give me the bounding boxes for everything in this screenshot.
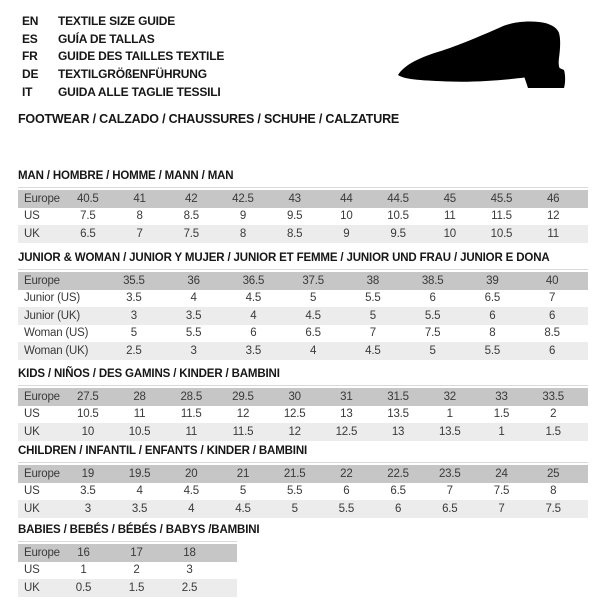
row-label: Europe [24,192,60,205]
lang-title: GUIDA ALLE TAGLIE TESSILI [58,85,221,100]
size-cell: 24 [495,467,508,480]
size-cell: 28 [133,390,146,403]
size-cell: 31.5 [387,390,409,403]
row-label: UK [24,227,40,240]
size-cell: 6.5 [484,292,501,305]
size-cell: 4 [190,292,197,305]
size-cell: 8 [489,327,496,340]
size-cell: 36.5 [242,274,265,287]
dress-shoe-icon [392,20,590,98]
size-row [18,579,237,597]
size-cell: 10 [81,425,95,438]
size-cell: 13 [391,425,405,438]
size-cell: 4.5 [245,292,262,305]
section-babies [18,524,260,597]
size-cell: 11 [133,408,146,421]
size-cell: 5 [291,502,298,515]
lang-title: GUÍA DE TALLAS [58,31,155,46]
size-cell: 6.5 [390,485,406,498]
size-cell: 42 [185,192,198,205]
table-title-children: CHILDREN / INFANTIL / ENFANTS / KINDER / BAMBINI [18,445,308,457]
size-cell: 3.5 [245,344,262,357]
lang-code: IT [22,85,33,100]
size-cell: 7.5 [80,210,96,223]
size-cell: 3.5 [185,309,202,322]
size-cell: 0.5 [75,581,92,594]
lang-code: EN [22,13,39,28]
size-cell: 9 [343,227,350,240]
size-cell: 33 [495,390,508,403]
row-label: UK [24,581,40,594]
size-cell: 12 [288,425,301,438]
size-table-junior-woman [18,269,588,360]
size-cell: 9.5 [390,227,406,240]
size-cell: 5.5 [484,344,501,357]
size-cell: 5 [310,292,317,305]
size-cell: 10.5 [387,210,409,223]
europe-header-row [18,465,588,483]
size-cell: 18 [183,546,196,559]
size-cell: 23.5 [438,467,461,480]
size-cell: 32 [443,390,456,403]
europe-header-row [18,388,588,406]
lang-code: DE [22,67,39,82]
size-cell: 42.5 [232,192,254,205]
size-cell: 3 [130,309,137,322]
size-cell: 5 [369,309,376,322]
size-cell: 35.5 [123,274,145,287]
size-cell: 4 [136,485,143,498]
size-cell: 22 [340,467,353,480]
size-cell: 10.5 [77,408,99,421]
row-label: UK [24,502,40,515]
size-cell: 5.5 [185,327,202,340]
table-title-babies: BABIES / BEBÉS / BÉBÉS / BABYS /BAMBINI [18,524,260,536]
size-cell: 3.5 [131,502,148,515]
size-cell: 7 [498,502,505,515]
size-cell: 11.5 [232,425,254,438]
row-label: Junior (US) [24,292,80,305]
lang-title: GUIDE DES TAILLES TEXTILE [58,49,225,64]
size-cell: 8 [136,210,143,223]
lang-code: ES [22,31,38,46]
size-cell: 17 [130,546,143,559]
size-cell: 37.5 [302,274,324,287]
lang-title: TEXTILGRÖßENFÜHRUNG [58,67,207,82]
size-cell: 3 [190,344,197,357]
size-cell: 11.5 [491,210,512,223]
size-cell: 7.5 [493,485,510,498]
size-cell: 5 [429,344,436,357]
size-row [18,423,588,441]
europe-header-row [18,544,237,562]
size-cell: 11.5 [180,408,202,421]
size-cell: 8 [550,485,557,498]
size-cell: 3.5 [126,292,142,305]
table-title-junior-woman: JUNIOR & WOMAN / JUNIOR Y MUJER / JUNIOR ET FEMME / JUNIOR UND FRAU / JUNIOR E DONA [18,252,550,264]
size-cell: 19.5 [128,467,151,480]
lang-row-fr [22,48,224,66]
size-cell: 8.5 [183,210,199,223]
europe-header-row [18,272,588,290]
row-label: Europe [24,467,60,480]
size-row [18,342,588,360]
size-cell: 40 [545,274,559,287]
size-cell: 4.5 [183,485,199,498]
size-cell: 6 [489,309,496,322]
size-cell: 2 [550,408,557,421]
size-cell: 13.5 [387,408,409,421]
size-cell: 7.5 [545,502,561,515]
section-junior-woman [18,252,588,360]
table-title-man: MAN / HOMBRE / HOMME / MANN / MAN [18,170,234,182]
size-cell: 11 [547,227,559,240]
size-cell: 3 [186,564,193,577]
section-children [18,445,588,518]
size-cell: 13.5 [438,425,461,438]
size-cell: 16 [77,546,90,559]
size-cell: 21.5 [283,467,306,480]
size-cell: 27.5 [77,390,99,403]
size-cell: 30 [288,390,301,403]
size-cell: 1 [498,425,505,438]
size-cell: 8.5 [286,227,303,240]
size-cell: 46 [546,192,560,205]
size-cell: 13 [340,408,353,421]
lang-title: TEXTILE SIZE GUIDE [58,13,176,28]
category-title: FOOTWEAR / CALZADO / CHAUSSURES / SCHUHE / CALZATURE [18,112,400,126]
section-man [18,170,588,243]
size-cell: 41 [133,192,146,205]
size-cell: 6 [394,502,402,515]
size-cell: 38.5 [421,274,444,287]
size-cell: 5 [130,327,137,340]
size-cell: 7 [369,327,376,340]
size-cell: 5.5 [424,309,441,322]
size-cell: 7.5 [183,227,199,240]
size-table-children [18,462,588,518]
size-row [18,406,588,424]
size-cell: 10.5 [490,227,513,240]
lang-row-de [22,65,224,83]
size-cell: 28.5 [180,390,203,403]
size-cell: 22.5 [387,467,409,480]
size-cell: 29.5 [232,390,254,403]
size-cell: 9.5 [286,210,303,223]
size-cell: 6.5 [442,502,458,515]
size-cell: 4.5 [235,502,251,515]
size-cell: 5.5 [365,292,381,305]
size-table-man [18,187,588,243]
size-cell: 12.5 [283,408,306,421]
size-cell: 2 [133,564,140,577]
size-cell: 39 [486,274,499,287]
size-cell: 7 [446,485,453,498]
language-list [22,12,224,101]
size-cell: 36 [187,274,200,287]
size-cell: 4 [250,309,257,322]
table-title-kids: KIDS / NIÑOS / DES GAMINS / KINDER / BAMBINI [18,368,280,380]
size-cell: 38 [366,274,380,287]
size-cell: 6 [250,327,257,340]
size-cell: 8 [239,227,247,240]
size-cell: 11 [185,425,198,438]
size-cell: 4 [188,502,195,515]
size-row [18,500,588,518]
size-row [18,562,237,580]
lang-row-es [22,30,224,48]
size-row [18,483,588,501]
size-row [18,225,588,243]
size-cell: 1.5 [128,581,145,594]
size-cell: 12.5 [335,425,358,438]
size-cell: 5.5 [286,485,303,498]
size-cell: 5.5 [338,502,355,515]
size-cell: 6 [429,292,436,305]
size-cell: 6 [549,309,556,322]
size-cell: 10 [443,227,456,240]
size-cell: 1.5 [545,425,561,438]
size-cell: 2.5 [126,344,142,357]
size-cell: 40.5 [77,192,99,205]
size-cell: 11 [444,210,456,223]
size-cell: 7 [549,292,556,305]
size-cell: 6 [549,344,556,357]
row-label: US [24,408,40,421]
row-label: US [24,564,40,577]
europe-header-row [18,190,588,208]
size-row [18,307,588,325]
row-label: US [24,485,40,498]
size-cell: 10 [340,210,353,223]
size-cell: 8.5 [544,327,560,340]
row-label: Europe [24,390,60,403]
size-cell: 3.5 [80,485,96,498]
size-cell: 4.5 [305,309,321,322]
size-row [18,208,588,226]
size-cell: 6.5 [80,227,96,240]
size-cell: 7 [136,227,143,240]
size-cell: 21 [236,467,250,480]
size-table-babies [18,541,237,597]
lang-row-it [22,83,224,101]
size-row [18,325,588,343]
size-cell: 1.5 [493,408,510,421]
row-label: UK [24,425,40,438]
size-cell: 7.5 [424,327,441,340]
row-label: Europe [24,274,60,287]
size-cell: 44.5 [387,192,409,205]
section-kids [18,368,588,441]
size-cell: 45.5 [490,192,513,205]
size-cell: 45 [443,192,456,205]
size-cell: 12 [236,408,250,421]
row-label: Europe [24,546,60,559]
size-cell: 1 [446,408,453,421]
size-cell: 6 [343,485,350,498]
size-cell: 6.5 [305,327,321,340]
size-cell: 1 [80,564,87,577]
size-cell: 4.5 [365,344,381,357]
size-cell: 25 [546,467,560,480]
size-cell: 10.5 [128,425,151,438]
size-cell: 31 [340,390,353,403]
row-label: Junior (UK) [24,309,80,322]
lang-code: FR [22,49,38,64]
size-cell: 20 [185,467,198,480]
lang-row-en [22,12,224,30]
row-label: US [24,210,40,223]
size-cell: 33.5 [542,390,564,403]
size-cell: 3 [84,502,91,515]
size-cell: 4 [310,344,317,357]
size-cell: 2.5 [181,581,198,594]
size-cell: 12 [546,210,560,223]
size-table-kids [18,385,588,441]
size-row [18,290,588,308]
row-label: Woman (UK) [24,344,89,357]
size-cell: 5 [239,485,247,498]
size-cell: 9 [239,210,247,223]
size-cell: 43 [288,192,301,205]
row-label: Woman (US) [24,327,89,340]
size-cell: 19 [81,467,95,480]
size-cell: 44 [340,192,353,205]
